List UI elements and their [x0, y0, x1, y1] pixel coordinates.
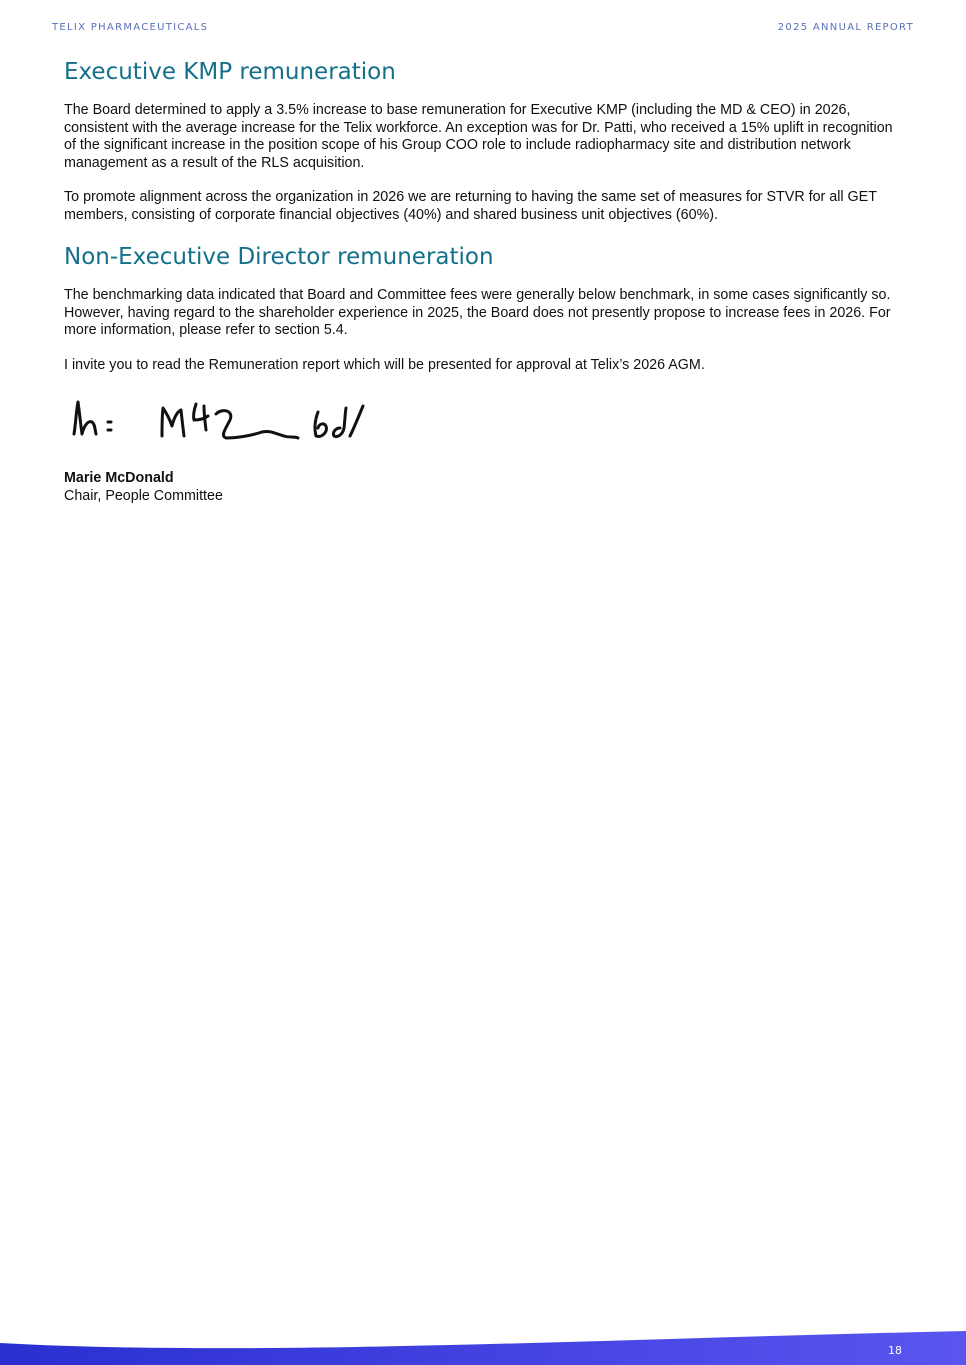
page-content	[64, 56, 904, 505]
paragraph-stvr-alignment: To promote alignment across the organization in 2026 we are returning to having the same set of measures for STVR for all GET members, consisting of corporate financial objectives (40%) and shared business unit objectives (60%).	[64, 189, 877, 223]
signer-title: Chair, People Committee	[64, 487, 223, 504]
section-heading-executive-kmp: Executive KMP remuneration	[64, 59, 396, 85]
page-number: 18	[888, 1344, 902, 1357]
section-heading-non-executive: Non-Executive Director remuneration	[64, 244, 494, 270]
running-header-report: 2025 ANNUAL REPORT	[777, 22, 914, 33]
paragraph-board-fees: The benchmarking data indicated that Board and Committee fees were generally below benchmark, in some cases significantly so. However, having regard to the shareholder experience in 2025, the Board does not presently propose to increase fees in 2026. For more information, please refer to section 5.4.	[64, 287, 891, 338]
paragraph-agm-invitation: I invite you to read the Remuneration report which will be presented for approval at Telix’s 2026 AGM.	[64, 356, 705, 373]
paragraph-executive-kmp-increase: The Board determined to apply a 3.5% increase to base remuneration for Executive KMP (including the MD & CEO) in 2026, consistent with the average increase for the Telix workforce. An exception was for Dr. Patti, who received a 15% uplift in recognition of the significant increase in the position scope of his Group COO role to include radiopharmacy site and distribution network management as a result of the RLS acquisition.	[64, 102, 893, 171]
footer-band	[0, 1325, 966, 1365]
signature-image	[64, 392, 384, 462]
signer-name: Marie McDonald	[64, 470, 174, 486]
running-header-company: TELIX PHARMACEUTICALS	[52, 22, 209, 33]
